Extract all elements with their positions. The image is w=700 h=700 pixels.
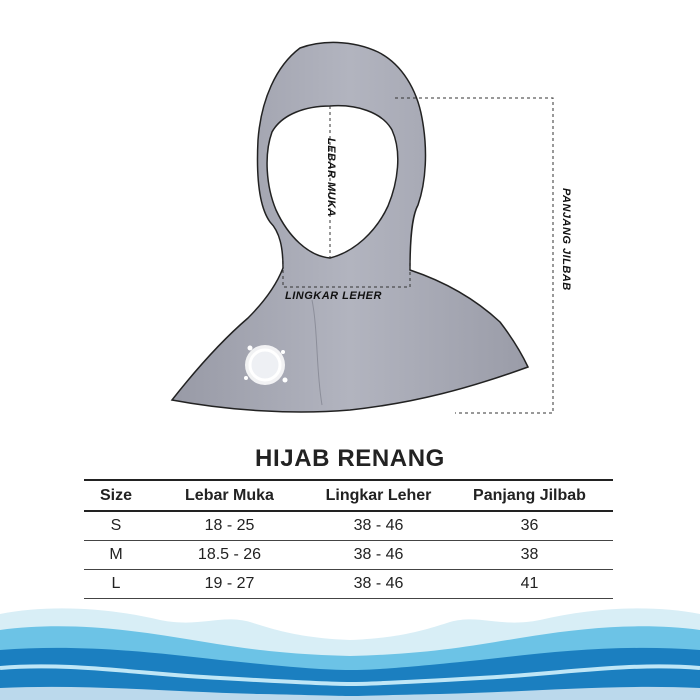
face-width-label: LEBAR MUKA (325, 138, 337, 217)
cell-size: L (84, 570, 148, 599)
header-hijab-length: Panjang Jilbab (446, 480, 613, 511)
neck-circumference-label: LINGKAR LEHER (285, 290, 382, 302)
cell-size: S (84, 511, 148, 541)
size-table (84, 479, 613, 599)
cell-neck-circumference: 38 - 46 (311, 570, 446, 599)
header-face-width: Lebar Muka (148, 480, 311, 511)
cell-hijab-length: 38 (446, 541, 613, 570)
chart-title: HIJAB RENANG (255, 445, 445, 472)
water-wave-decoration (0, 600, 700, 700)
cell-face-width: 18.5 - 26 (148, 541, 311, 570)
cell-face-width: 18 - 25 (148, 511, 311, 541)
table-row (84, 570, 613, 599)
table-row (84, 511, 613, 541)
cell-neck-circumference: 38 - 46 (311, 511, 446, 541)
cell-hijab-length: 41 (446, 570, 613, 599)
cell-face-width: 19 - 27 (148, 570, 311, 599)
cell-neck-circumference: 38 - 46 (311, 541, 446, 570)
header-neck-circumference: Lingkar Leher (311, 480, 446, 511)
table-header-row (84, 480, 613, 511)
table-row (84, 541, 613, 570)
hijab-length-label: PANJANG JILBAB (560, 188, 572, 291)
header-size: Size (84, 480, 148, 511)
cell-hijab-length: 36 (446, 511, 613, 541)
cell-size: M (84, 541, 148, 570)
